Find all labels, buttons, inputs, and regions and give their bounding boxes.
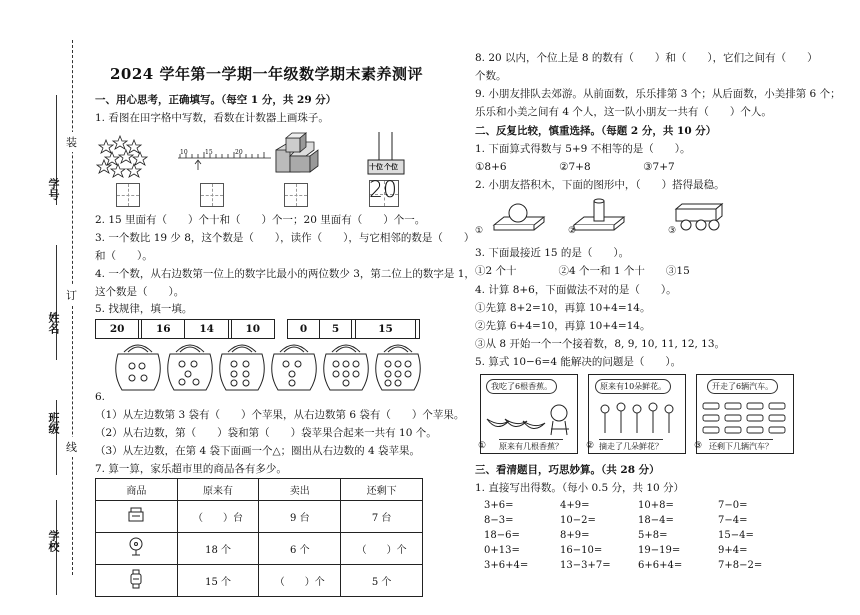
goods-col-header: 商品 <box>96 479 178 501</box>
written-number-twenty: 20 <box>369 178 397 203</box>
flower-pictures <box>591 397 685 437</box>
goods-cell: 18 个 <box>177 533 259 565</box>
block-figure-3 <box>676 204 722 230</box>
question-3-1: 1. 直接写出得数。（每小 0.5 分，共 10 分） <box>475 482 685 494</box>
abacus-ones-label: 个位 <box>384 162 398 171</box>
math-problem[interactable]: 18−4= <box>638 515 674 526</box>
math-problem[interactable]: 3+6+4= <box>484 560 529 571</box>
math-problem[interactable]: 19−19= <box>638 545 681 556</box>
option-2-marker: ② <box>568 226 577 236</box>
cubes-group <box>276 133 318 172</box>
question-2-2: 2. 小朋友搭积木，下面的图形中，（ ）搭得最稳。 <box>475 179 725 191</box>
goods-cell: 7 台 <box>341 501 423 533</box>
name-underline <box>56 245 57 360</box>
scene-2-caption: 摘走了几朵鲜花？ <box>599 439 663 452</box>
scene-2-bubble: 原来有10朵鲜花。 <box>595 379 671 394</box>
math-problem[interactable]: 15−4= <box>718 530 754 541</box>
math-problem[interactable]: 6+6+4= <box>638 560 683 571</box>
question-2-4-option-3: ③从 8 开始一个一个接着数，8, 9, 10, 11, 12, 13。 <box>475 338 726 350</box>
question-1-1: 1. 看图在田字格中写数，看数在计数器上画珠子。 <box>95 112 329 124</box>
goods-cell: 9 台 <box>259 501 341 533</box>
binding-word-zhuang: 装 <box>66 132 77 152</box>
math-problem[interactable]: 7−4= <box>718 515 748 526</box>
abacus-tens-label: 十位 <box>369 162 383 171</box>
seq2-cell[interactable] <box>416 320 420 339</box>
scene-bananas <box>480 374 578 454</box>
watch-icon <box>96 565 178 597</box>
seq1-cell: 20 <box>96 320 139 339</box>
write-box-ruler[interactable] <box>200 183 224 207</box>
seq2-cell: 0 <box>288 320 320 339</box>
binding-dashed-line <box>72 40 73 575</box>
scene-1-marker: ① <box>478 441 487 451</box>
math-problem[interactable]: 7+8−2= <box>718 560 763 571</box>
scene-3-marker: ③ <box>694 441 703 451</box>
question-1-3b: 和（ ）。 <box>95 250 153 262</box>
apple-bags <box>112 340 422 395</box>
apple-bag <box>220 345 265 390</box>
seq2-cell: 5 <box>320 320 352 339</box>
printer-icon <box>96 501 178 533</box>
goods-col-header: 还剩下 <box>341 479 423 501</box>
question-1-8a: 8. 20 以内，个位上是 8 的数有（ ）和（ ），它们之间有（ ） <box>475 52 818 64</box>
section-2-heading: 二、反复比较，慎重选择。（每题 2 分，共 10 分） <box>475 125 717 137</box>
binding-word-xian: 线 <box>66 437 77 457</box>
math-problem[interactable]: 7−0= <box>718 500 748 511</box>
question-1-6-1: （1）从左边数第 3 袋有（ ）个苹果，从右边数第 6 袋有（ ）个苹果。 <box>95 409 465 421</box>
math-problem[interactable]: 5+8= <box>638 530 668 541</box>
stars-group <box>97 136 147 177</box>
scene-flowers <box>588 374 686 454</box>
question-2-3-options: ①2 个十 ②4 个一和 1 个十 ③15 <box>475 265 690 277</box>
math-problem[interactable]: 10−2= <box>560 515 596 526</box>
goods-cell[interactable]: （ ）个 <box>259 565 341 597</box>
math-problem[interactable]: 13−3+7= <box>560 560 611 571</box>
school-label: 学校 <box>47 530 60 552</box>
block-figure-1 <box>494 204 544 230</box>
goods-col-header: 卖出 <box>259 479 341 501</box>
apple-bag <box>324 345 369 390</box>
question-2-5: 5. 算式 10−6=4 能解决的问题是（ ）。 <box>475 356 682 368</box>
question-1-8b: 个数。 <box>475 70 507 82</box>
scene-3-caption: 还剩下几辆汽车？ <box>709 439 773 452</box>
apple-bag <box>116 345 161 390</box>
math-problem[interactable]: 18−6= <box>484 530 520 541</box>
math-problem[interactable]: 4+9= <box>560 500 590 511</box>
apple-bag <box>376 345 421 390</box>
goods-row <box>96 565 423 597</box>
seq2-cell: 15 <box>355 320 415 339</box>
question-1-6-2: （2）从右边数，第（ ）袋和第（ ）袋苹果合起来一共有 10 个。 <box>95 427 437 439</box>
section-1-heading: 一、用心思考，正确填写。（每空 1 分，共 29 分） <box>95 94 337 106</box>
write-box-cubes[interactable] <box>284 183 308 207</box>
question-2-4-option-1: ①先算 8+2=10，再算 10+4=14。 <box>475 302 651 314</box>
math-problem[interactable]: 0+13= <box>484 545 520 556</box>
goods-cell: 15 个 <box>177 565 259 597</box>
option-1-marker: ① <box>475 226 484 236</box>
math-problem[interactable]: 16−10= <box>560 545 603 556</box>
scene-2-marker: ② <box>586 441 595 451</box>
math-problem[interactable]: 8+9= <box>560 530 590 541</box>
question-1-3a: 3. 一个数比 19 少 8，这个数是（ ），读作（ ），与它相邻的数是（ ） <box>95 232 475 244</box>
seq1-cell: 14 <box>185 320 228 339</box>
seq1-cell: 16 <box>142 320 185 339</box>
block-figure-2 <box>574 199 624 230</box>
goods-cell: 5 个 <box>341 565 423 597</box>
math-problem[interactable]: 10+8= <box>638 500 674 511</box>
question-2-1-options: ①8+6 ②7+8 ③7+7 <box>475 161 675 173</box>
sequence-table-2 <box>287 319 420 339</box>
ruler-label-20: 20 <box>235 149 243 156</box>
write-box-stars[interactable] <box>116 183 140 207</box>
question-1-6: 6. <box>95 391 106 403</box>
question-2-3: 3. 下面最接近 15 的是（ ）。 <box>475 247 630 259</box>
question-1-2: 2. 15 里面有（ ）个十和（ ）个一；20 里面有（ ）个一。 <box>95 214 426 226</box>
ruler-label-15: 15 <box>205 149 213 156</box>
building-blocks-figures <box>486 195 786 237</box>
page-title: 2024 学年第一学期一年级数学期末素养测评 <box>110 65 423 83</box>
math-problem[interactable]: 9+4= <box>718 545 748 556</box>
question-1-6-3: （3）从左边数，在第 4 袋下面画一个△；圈出从右边数的 4 袋苹果。 <box>95 445 420 457</box>
question-2-4-option-2: ②先算 6+4=10，再算 10+4=14。 <box>475 320 651 332</box>
option-3-marker: ③ <box>668 226 677 236</box>
math-problem[interactable]: 8−3= <box>484 515 514 526</box>
question-1-1-pictures <box>96 130 426 182</box>
goods-cell: 6 个 <box>259 533 341 565</box>
scene-3-bubble: 开走了6辆汽车。 <box>707 379 778 394</box>
goods-cell[interactable]: （ ）个 <box>341 533 423 565</box>
binding-word-ding: 订 <box>66 285 77 305</box>
seq1-cell: 10 <box>231 320 274 339</box>
question-2-4: 4. 计算 8+6，下面做法不对的是（ ）。 <box>475 284 677 296</box>
section-3-heading: 三、看清题目，巧思妙算。（共 28 分） <box>475 464 660 476</box>
apple-bag <box>168 345 213 390</box>
question-2-1: 1. 下面算式得数与 5+9 不相等的是（ ）。 <box>475 143 691 155</box>
goods-col-header: 原来有 <box>177 479 259 501</box>
question-1-4b: 这个数是（ ）。 <box>95 286 185 298</box>
question-1-9b: 乐乐和小美之间有 4 个人，这一队小朋友一共有（ ）个人。 <box>475 106 772 118</box>
class-label: 班级 <box>47 412 60 434</box>
apple-bag <box>272 345 317 390</box>
question-1-7: 7. 算一算，家乐超市里的商品各有多少。 <box>95 463 287 475</box>
car-pictures <box>699 399 793 437</box>
ruler-label-10: 10 <box>180 149 188 156</box>
banana-pictures <box>483 399 577 437</box>
math-problem[interactable]: 3+6= <box>484 500 514 511</box>
goods-row <box>96 501 423 533</box>
question-1-9a: 9. 小朋友排队去郊游。从前面数，乐乐排第 3 个；从后面数，小美排第 6 个； <box>475 88 841 100</box>
fan-icon <box>96 533 178 565</box>
sequence-table-1 <box>95 319 275 339</box>
question-1-5: 5. 找规律，填一填。 <box>95 303 193 315</box>
scene-1-bubble: 我吃了6根香蕉。 <box>486 379 557 394</box>
goods-cell[interactable]: （ ）台 <box>177 501 259 533</box>
goods-row <box>96 533 423 565</box>
goods-table <box>95 478 423 597</box>
student-number-label: 学号 <box>47 178 60 200</box>
scene-cars <box>696 374 794 454</box>
question-1-4a: 4. 一个数，从右边数第一位上的数字比最小的两位数少 3，第二位上的数字是 1， <box>95 268 475 280</box>
student-name-label: 姓名 <box>47 312 60 334</box>
scene-1-caption: 原来有几根香蕉？ <box>499 439 563 452</box>
ruler-group <box>178 152 271 170</box>
